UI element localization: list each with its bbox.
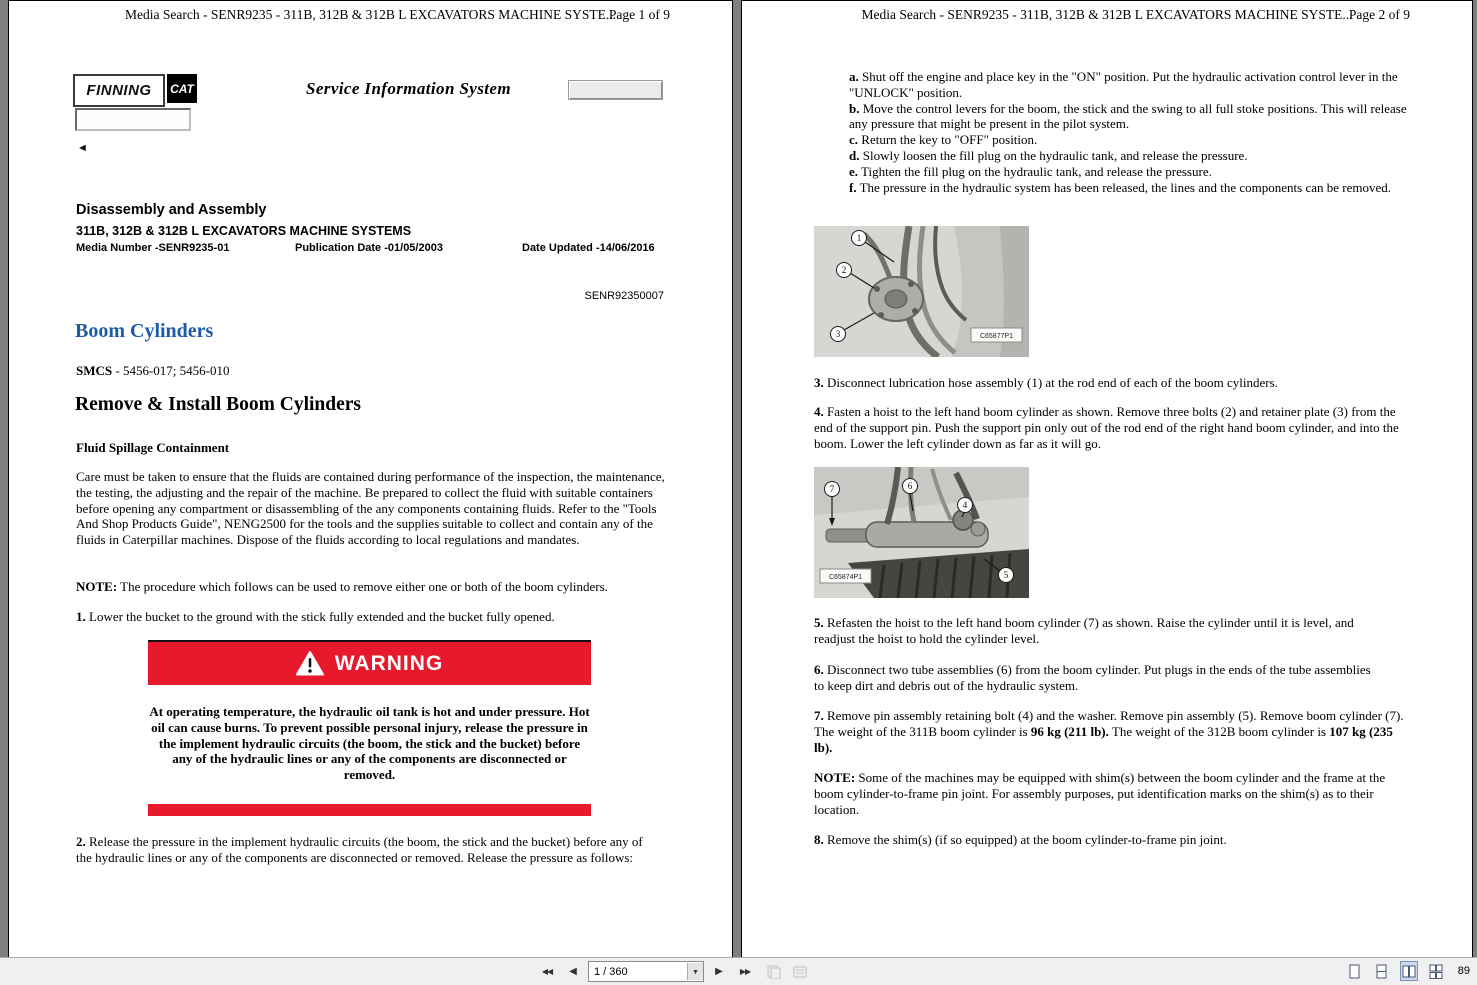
fluid-spillage-heading: Fluid Spillage Containment xyxy=(76,440,230,455)
step-a-label: a. xyxy=(849,69,859,84)
smcs-line xyxy=(76,363,229,379)
next-page-icon: ▶ xyxy=(715,966,723,977)
last-page-icon: ▶▶ xyxy=(739,967,751,976)
finning-cat-logo xyxy=(73,74,197,107)
figure2-callout-5: 5 xyxy=(1003,570,1009,580)
step-c-text: Return the key to "OFF" position. xyxy=(858,132,1038,148)
next-page-button[interactable] xyxy=(708,962,730,982)
page-number-combo[interactable] xyxy=(588,961,704,982)
facing-pages-view-icon[interactable] xyxy=(1401,962,1417,980)
figure1-callout-2: 2 xyxy=(841,265,847,275)
step-d-text: Slowly loosen the fill plug on the hydraulic tank, and release the pressure. xyxy=(859,147,1248,163)
figure-1-container xyxy=(814,226,1029,357)
page-navigation-group xyxy=(536,961,808,982)
continuous-view-icon[interactable] xyxy=(1374,962,1390,980)
step-2-text: Release the pressure in the implement hydraulic circuits (the boom, the stick and the bucket) before any of the hydraulic lines or any of the components are disconnected or removed. Release the pressure as follows: xyxy=(76,834,643,865)
subsection-title: Remove & Install Boom Cylinders xyxy=(75,394,361,415)
note-text: The procedure which follows can be used to remove either one or both of the boom cylinders. xyxy=(117,579,608,594)
step-a-paragraph xyxy=(849,69,1411,101)
step-8-label: 8. xyxy=(814,832,824,847)
step-7-text-1: Remove pin assembly retaining bolt (4) and the washer. Remove pin assembly (5). Remove boom cylinder (7). The weight of the 311B boom cylinder is xyxy=(814,708,1404,739)
step-5-paragraph xyxy=(814,615,1396,647)
step-1-paragraph xyxy=(76,609,668,625)
warning-red-bar xyxy=(148,804,591,816)
first-page-button[interactable] xyxy=(536,962,558,982)
step-f-paragraph xyxy=(849,180,1411,196)
search-input[interactable] xyxy=(75,108,191,131)
page-2-header-title: Media Search - SENR9235 - 311B, 312B & 312B L EXCAVATORS MACHINE SYSTE... xyxy=(861,7,1353,22)
warning-body-text: At operating temperature, the hydraulic oil tank is hot and under pressure. Hot oil can cause burns. To prevent possible personal injury, release the pressure in the implement hydraulic circuits (the boom, the stick and the bucket) before any of the hydraulic lines or any of the components are disconnected or removed. xyxy=(149,704,590,783)
note-paragraph xyxy=(76,579,668,595)
cat-logo-text: CAT xyxy=(167,74,197,103)
note-shims-label: NOTE: xyxy=(814,770,856,785)
step-d-label: d. xyxy=(849,147,860,163)
step-7-weight-312b: 107 kg (235 lb). xyxy=(814,723,1393,755)
finning-logo-text: FINNING xyxy=(73,74,165,107)
step-2-paragraph xyxy=(76,834,661,866)
document-subtitle: 311B, 312B & 312B L EXCAVATORS MACHINE SYSTEMS xyxy=(76,224,412,238)
step-8-text: Remove the shim(s) (if so equipped) at the boom cylinder-to-frame pin joint. xyxy=(823,832,1227,847)
figure1-label: C65877P1 xyxy=(979,333,1014,340)
continuous-facing-view-icon[interactable] xyxy=(1428,962,1444,980)
page-2-header xyxy=(742,7,1472,23)
letter-steps-list xyxy=(849,69,1411,195)
step-5-text: Refasten the hoist to the left hand boom cylinder (7) as shown. Raise the cylinder until it is level, and readjust the hoist to hold the cylinder level. xyxy=(814,615,1354,646)
document-title: Disassembly and Assembly xyxy=(76,202,267,218)
step-e-text: Tighten the fill plug on the hydraulic tank, and release the pressure. xyxy=(858,163,1212,179)
service-information-system-title: Service Information System xyxy=(306,79,511,98)
figure2-callout-4: 4 xyxy=(962,500,968,510)
page-2-page-label: Page 2 of 9 xyxy=(1348,7,1410,22)
figure1-callout-1: 1 xyxy=(856,233,862,243)
page-1-header xyxy=(9,7,732,23)
step-6-paragraph xyxy=(814,662,1379,694)
history-back-icon[interactable] xyxy=(766,964,782,980)
date-updated: Date Updated -14/06/2016 xyxy=(522,242,655,254)
figure2-callout-7: 7 xyxy=(829,484,835,494)
smcs-value: - 5456-017; 5456-010 xyxy=(112,363,230,378)
step-6-text: Disconnect two tube assemblies (6) from the boom cylinder. Put plugs in the ends of the tube assemblies to keep dirt and debris out of the hydraulic system. xyxy=(814,662,1371,693)
note-shims-paragraph xyxy=(814,770,1404,817)
step-f-text: The pressure in the hydraulic system has been released, the lines and the components can be removed. xyxy=(856,179,1391,195)
figure2-label: C65874P1 xyxy=(828,574,863,581)
section-title-boom-cylinders: Boom Cylinders xyxy=(75,320,214,342)
warning-title: WARNING xyxy=(334,651,444,675)
warning-banner xyxy=(148,640,591,685)
publication-date: Publication Date -01/05/2003 xyxy=(295,242,443,254)
figure2-callout-6: 6 xyxy=(907,481,913,491)
step-7-paragraph xyxy=(814,708,1404,755)
step-2-label: 2. xyxy=(76,834,86,849)
step-d-paragraph xyxy=(849,148,1411,164)
figure-photo-2 xyxy=(814,467,1029,598)
step-5-label: 5. xyxy=(814,615,824,630)
step-6-label: 6. xyxy=(814,662,824,677)
viewer-toolbar xyxy=(0,957,1477,985)
step-f-label: f. xyxy=(849,179,857,195)
document-page-2 xyxy=(741,0,1473,958)
media-number: Media Number -SENR9235-01 xyxy=(76,242,230,254)
last-page-button[interactable] xyxy=(734,962,756,982)
page-1-header-title: Media Search - SENR9235 - 311B, 312B & 312B L EXCAVATORS MACHINE SYSTE... xyxy=(124,7,617,22)
step-e-label: e. xyxy=(849,163,859,179)
step-e-paragraph xyxy=(849,164,1411,180)
document-code: SENR92350007 xyxy=(584,290,664,302)
step-1-label: 1. xyxy=(76,609,86,624)
step-7-label: 7. xyxy=(814,708,824,723)
document-meta-row xyxy=(76,242,668,256)
note-shims-text: Some of the machines may be equipped with shim(s) between the boom cylinder and the frame at the boom cylinder-to-frame pin joint. For assembly purposes, put identification marks on the shim(s) as to their location. xyxy=(814,770,1386,817)
warning-triangle-icon xyxy=(296,651,324,676)
smcs-label: SMCS xyxy=(76,363,113,378)
zoom-value: 89 xyxy=(1457,965,1470,977)
step-1-text: Lower the bucket to the ground with the stick fully extended and the bucket fully opened. xyxy=(85,609,555,624)
page-indicator: 1 / 360 xyxy=(594,965,628,978)
page-1-page-label: Page 1 of 9 xyxy=(608,7,670,22)
figure-photo-1 xyxy=(814,226,1029,357)
header-dropdown-button[interactable] xyxy=(568,80,663,100)
step-b-text: Move the control levers for the boom, the stick and the swing to all full stoke positions. This will release any pressure that might be present in the pilot system. xyxy=(849,100,1407,132)
step-8-paragraph xyxy=(814,832,1404,848)
step-b-label: b. xyxy=(849,100,860,116)
cursor-arrow-icon: ◄ xyxy=(77,142,88,154)
note-label: NOTE: xyxy=(76,579,118,594)
fluid-spillage-paragraph: Care must be taken to ensure that the fluids are contained during performance of the inspection, the maintenance, the testing, the adjusting and the repair of the machine. Be prepared to collect the fluid with suitable containers before opening any compartment or disassembling of the any components containing fluids. Refer to the "Tools And Shop Products Guide", NENG2500 for the tools and the supplies suitable to collect and contain any of the fluids in Caterpillar machines. Dispose of the fluids according to local regulations and mandates. xyxy=(76,469,665,548)
step-c-paragraph xyxy=(849,132,1411,148)
first-page-icon: ◀◀ xyxy=(541,967,553,976)
history-forward-icon[interactable] xyxy=(792,964,808,980)
single-page-view-icon[interactable] xyxy=(1347,962,1363,980)
step-3-label: 3. xyxy=(814,375,824,390)
step-c-label: c. xyxy=(849,132,859,148)
step-4-paragraph xyxy=(814,404,1404,451)
step-b-paragraph xyxy=(849,101,1411,133)
step-7-weight-311b: 96 kg (211 lb). xyxy=(1030,723,1109,739)
step-3-paragraph xyxy=(814,375,1404,391)
figure-2-container xyxy=(814,467,1029,598)
figure1-callout-3: 3 xyxy=(835,329,841,339)
step-4-label: 4. xyxy=(814,404,824,419)
step-7-text-2: The weight of the 312B boom cylinder is xyxy=(1108,723,1330,739)
document-page-1 xyxy=(8,0,733,958)
previous-page-button[interactable] xyxy=(562,962,584,982)
step-a-text: Shut off the engine and place key in the "ON" position. Put the hydraulic activation control lever in the "UNLOCK" position. xyxy=(849,69,1398,100)
step-4-text: Fasten a hoist to the left hand boom cylinder as shown. Remove three bolts (2) and retainer plate (3) from the end of the support pin. Push the support pin only out of the rod end of the right hand boom cylinder, and into the boom. Lower the left cylinder down as far as it will go. xyxy=(814,404,1399,451)
combo-dropdown-arrow-icon[interactable]: ▼ xyxy=(687,963,703,980)
previous-page-icon: ◀ xyxy=(569,966,577,977)
page-layout-group xyxy=(1347,962,1470,980)
step-3-text: Disconnect lubrication hose assembly (1) at the rod end of each of the boom cylinders. xyxy=(823,375,1278,390)
